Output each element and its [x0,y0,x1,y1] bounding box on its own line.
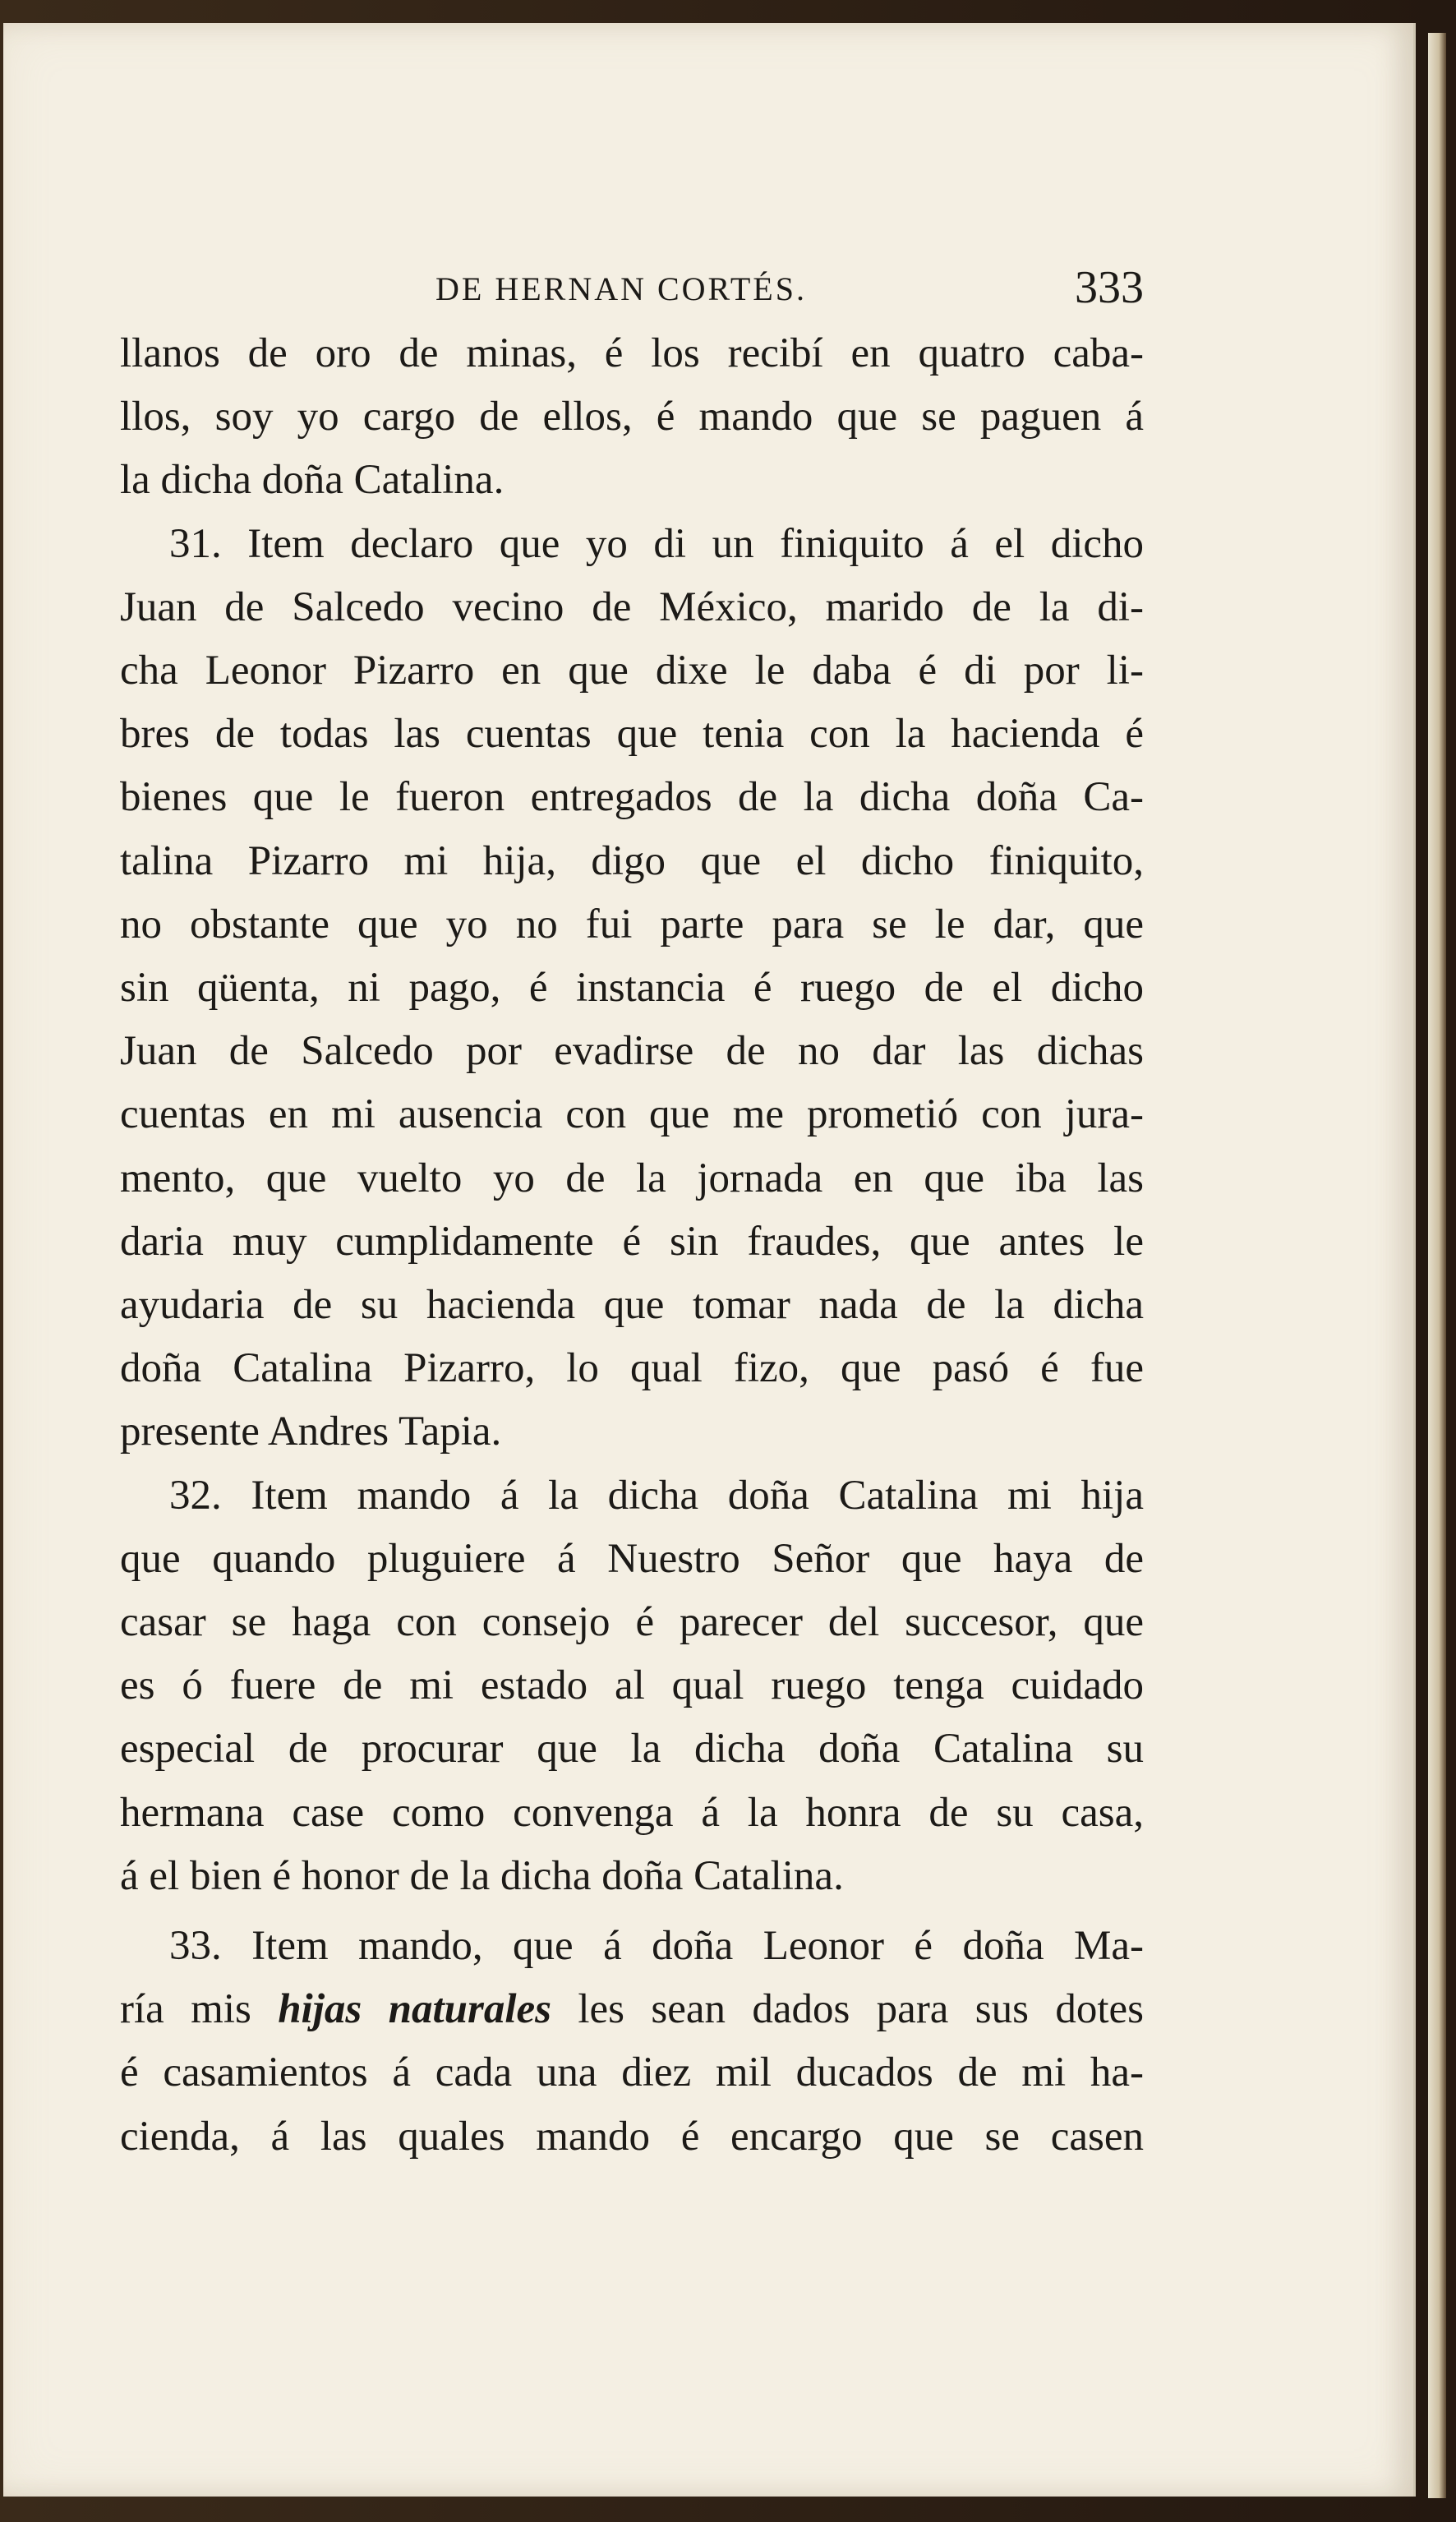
text-line: casar se haga con consejo é parecer del succesor, que [120,1599,1144,1646]
text-line: 33. Item mando, que á doña Leonor é doña Ma- [169,1923,1144,1970]
text-line: presente Andres Tapia. [120,1409,502,1455]
text-line: bres de todas las cuentas que tenia con la hacienda é [120,711,1144,758]
text-line: mento, que vuelto yo de la jornada en que iba las [120,1155,1144,1201]
text-line [120,1978,1144,2041]
text-line: cienda, á las quales mando é encargo que se casen [120,2113,1144,2160]
text-line: no obstante que yo no fui parte para se le dar, que [120,901,1144,947]
text-line: que quando pluguiere á Nuestro Señor que haya de [120,1535,1144,1582]
text-line: daria muy cumplidamente é sin fraudes, que antes le [120,1218,1144,1265]
paragraph-gap [120,1908,1144,1915]
text-line: bienes que le fueron entregados de la dicha doña Ca- [120,774,1144,821]
text-line: llanos de oro de minas, é los recibí en quatro caba- [120,330,1144,376]
running-title: DE HERNAN CORTÉS. [435,270,807,307]
text-line: cuentas en mi ausencia con que me prometió con jura- [120,1091,1144,1138]
text-segment: ría mis [120,1986,279,2033]
text-line: doña Catalina Pizarro, lo qual fizo, que pasó é fue [120,1345,1144,1392]
text-line: talina Pizarro mi hija, digo que el dicho finiquito, [120,837,1144,884]
text-line: Juan de Salcedo vecino de México, marido de la di- [120,583,1144,630]
page-header [435,261,1144,311]
text-line: llos, soy yo cargo de ellos, é mando que se paguen á [120,394,1144,440]
text-line: Juan de Salcedo por evadirse de no dar las dichas [120,1028,1144,1075]
text-line: é casamientos á cada una diez mil ducados de mi ha- [120,2049,1144,2096]
text-line: 32. Item mando á la dicha doña Catalina mi hija [169,1472,1144,1519]
body-text [120,322,1144,2169]
italic-emphasis: hijas naturales [278,1986,551,2033]
page-number: 333 [1075,262,1144,313]
text-line: hermana case como convenga á la honra de su casa, [120,1789,1144,1836]
text-line: á el bien é honor de la dicha doña Catalina. [120,1852,844,1899]
text-line: ayudaria de su hacienda que tomar nada de la dicha [120,1282,1144,1329]
text-segment: les sean dados para sus dotes [551,1986,1144,2033]
text-line: especial de procurar que la dicha doña Catalina su [120,1726,1144,1773]
text-line: cha Leonor Pizarro en que dixe le daba é di por li- [120,648,1144,694]
text-line: la dicha doña Catalina. [120,457,505,504]
page-edge [1428,33,1446,2498]
text-line: 31. Item declaro que yo di un finiquito á el dicho [169,520,1144,567]
text-line: sin qüenta, ni pago, é instancia é ruego de el dicho [120,965,1144,1012]
text-line: es ó fuere de mi estado al qual ruego tenga cuidado [120,1662,1144,1709]
